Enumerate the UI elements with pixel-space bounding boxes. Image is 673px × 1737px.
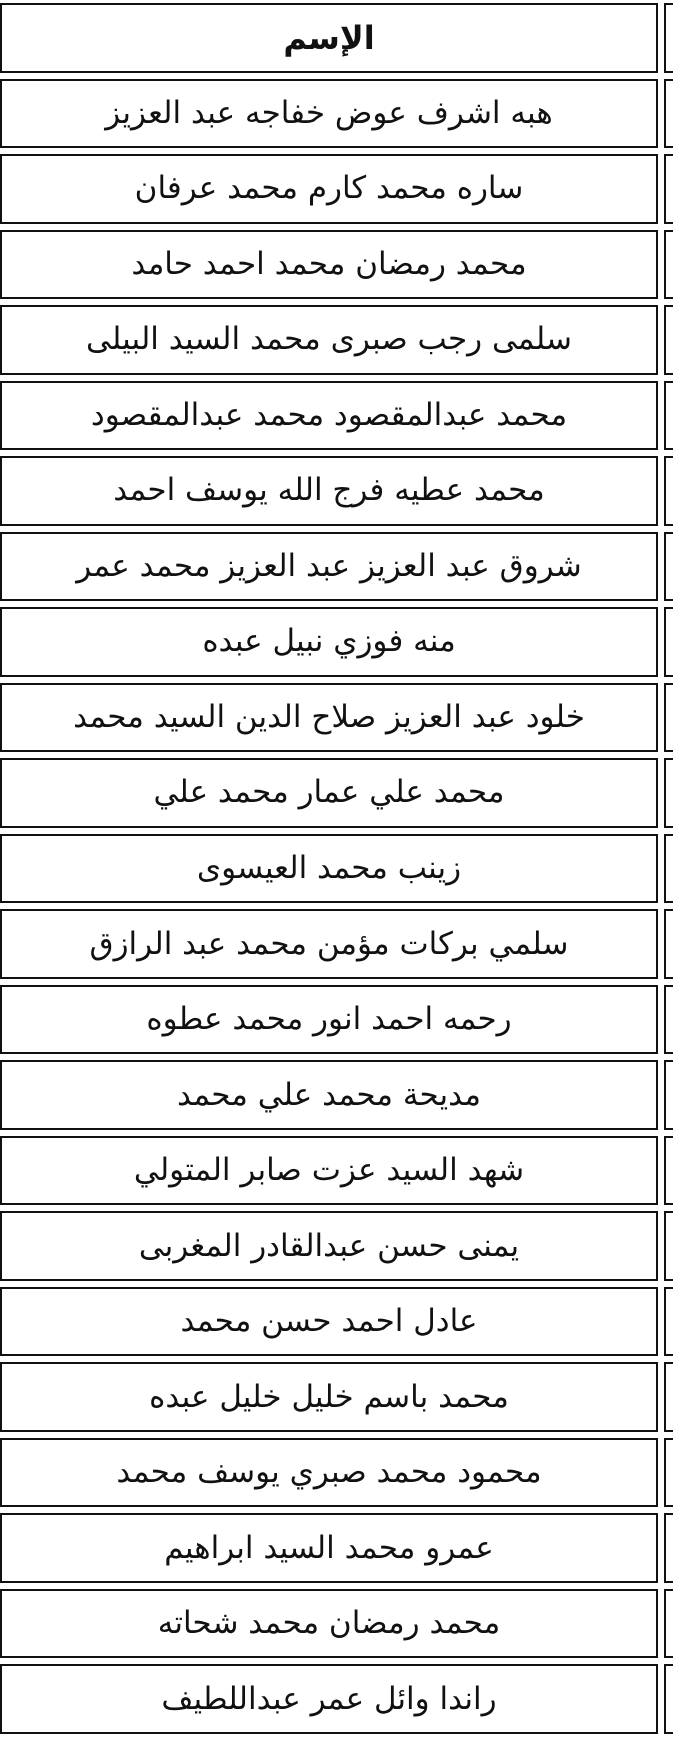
adjacent-column-edge <box>664 230 673 300</box>
name-cell: منه فوزي نبيل عبده <box>0 607 658 677</box>
name-cell: سلمى رجب صبرى محمد السيد البيلى <box>0 305 658 375</box>
table-row <box>0 1211 673 1281</box>
table-row <box>0 154 673 224</box>
table-row <box>0 1136 673 1206</box>
table-row <box>0 305 673 375</box>
table-row <box>0 607 673 677</box>
table-row <box>0 909 673 979</box>
name-cell: ساره محمد كارم محمد عرفان <box>0 154 658 224</box>
adjacent-column-edge <box>664 532 673 602</box>
name-cell: عمرو محمد السيد ابراهيم <box>0 1513 658 1583</box>
adjacent-column-edge <box>664 305 673 375</box>
adjacent-column-edge <box>664 683 673 753</box>
name-cell: محمد رمضان محمد احمد حامد <box>0 230 658 300</box>
name-cell: محمد عبدالمقصود محمد عبدالمقصود <box>0 381 658 451</box>
name-cell: محمد علي عمار محمد علي <box>0 758 658 828</box>
table-row <box>0 683 673 753</box>
adjacent-column-edge <box>664 1211 673 1281</box>
table-row <box>0 381 673 451</box>
adjacent-column-edge <box>664 456 673 526</box>
name-cell: محمد رمضان محمد شحاته <box>0 1589 658 1659</box>
adjacent-column-edge <box>664 607 673 677</box>
adjacent-column-edge <box>664 381 673 451</box>
name-cell: سلمي بركات مؤمن محمد عبد الرازق <box>0 909 658 979</box>
adjacent-column-edge <box>664 985 673 1055</box>
name-cell: راندا وائل عمر عبداللطيف <box>0 1664 658 1734</box>
adjacent-column-edge <box>664 1287 673 1357</box>
table-row <box>0 1513 673 1583</box>
adjacent-column-edge <box>664 154 673 224</box>
table-row <box>0 1589 673 1659</box>
adjacent-column-edge <box>664 1060 673 1130</box>
adjacent-column-edge <box>664 79 673 149</box>
name-cell: يمنى حسن عبدالقادر المغربى <box>0 1211 658 1281</box>
name-cell: محمد باسم خليل خليل عبده <box>0 1362 658 1432</box>
column-header-name: الإسم <box>0 3 658 73</box>
name-cell: محمد عطيه فرج الله يوسف احمد <box>0 456 658 526</box>
name-cell: هبه اشرف عوض خفاجه عبد العزيز <box>0 79 658 149</box>
adjacent-column-edge <box>664 1589 673 1659</box>
table-row <box>0 758 673 828</box>
adjacent-column-edge <box>664 1362 673 1432</box>
adjacent-column-edge <box>664 1664 673 1734</box>
table-row <box>0 1664 673 1734</box>
table-row <box>0 834 673 904</box>
adjacent-column-edge <box>664 758 673 828</box>
table-row <box>0 79 673 149</box>
name-cell: خلود عبد العزيز صلاح الدين السيد محمد <box>0 683 658 753</box>
name-cell: عادل احمد حسن محمد <box>0 1287 658 1357</box>
name-cell: محمود محمد صبري يوسف محمد <box>0 1438 658 1508</box>
name-cell: زينب محمد العيسوى <box>0 834 658 904</box>
name-cell: مديحة محمد علي محمد <box>0 1060 658 1130</box>
table-row <box>0 1438 673 1508</box>
adjacent-column-edge <box>664 1136 673 1206</box>
table-row <box>0 1362 673 1432</box>
name-cell: شروق عبد العزيز عبد العزيز محمد عمر <box>0 532 658 602</box>
table-row <box>0 1287 673 1357</box>
table-row <box>0 456 673 526</box>
name-cell: رحمه احمد انور محمد عطوه <box>0 985 658 1055</box>
adjacent-column-edge <box>664 1513 673 1583</box>
table-row <box>0 1060 673 1130</box>
table-row <box>0 985 673 1055</box>
adjacent-column-edge <box>664 3 673 73</box>
adjacent-column-edge <box>664 1438 673 1508</box>
table-row <box>0 230 673 300</box>
name-cell: شهد السيد عزت صابر المتولي <box>0 1136 658 1206</box>
adjacent-column-edge <box>664 834 673 904</box>
adjacent-column-edge <box>664 909 673 979</box>
table-header-row <box>0 3 673 73</box>
table-row <box>0 532 673 602</box>
